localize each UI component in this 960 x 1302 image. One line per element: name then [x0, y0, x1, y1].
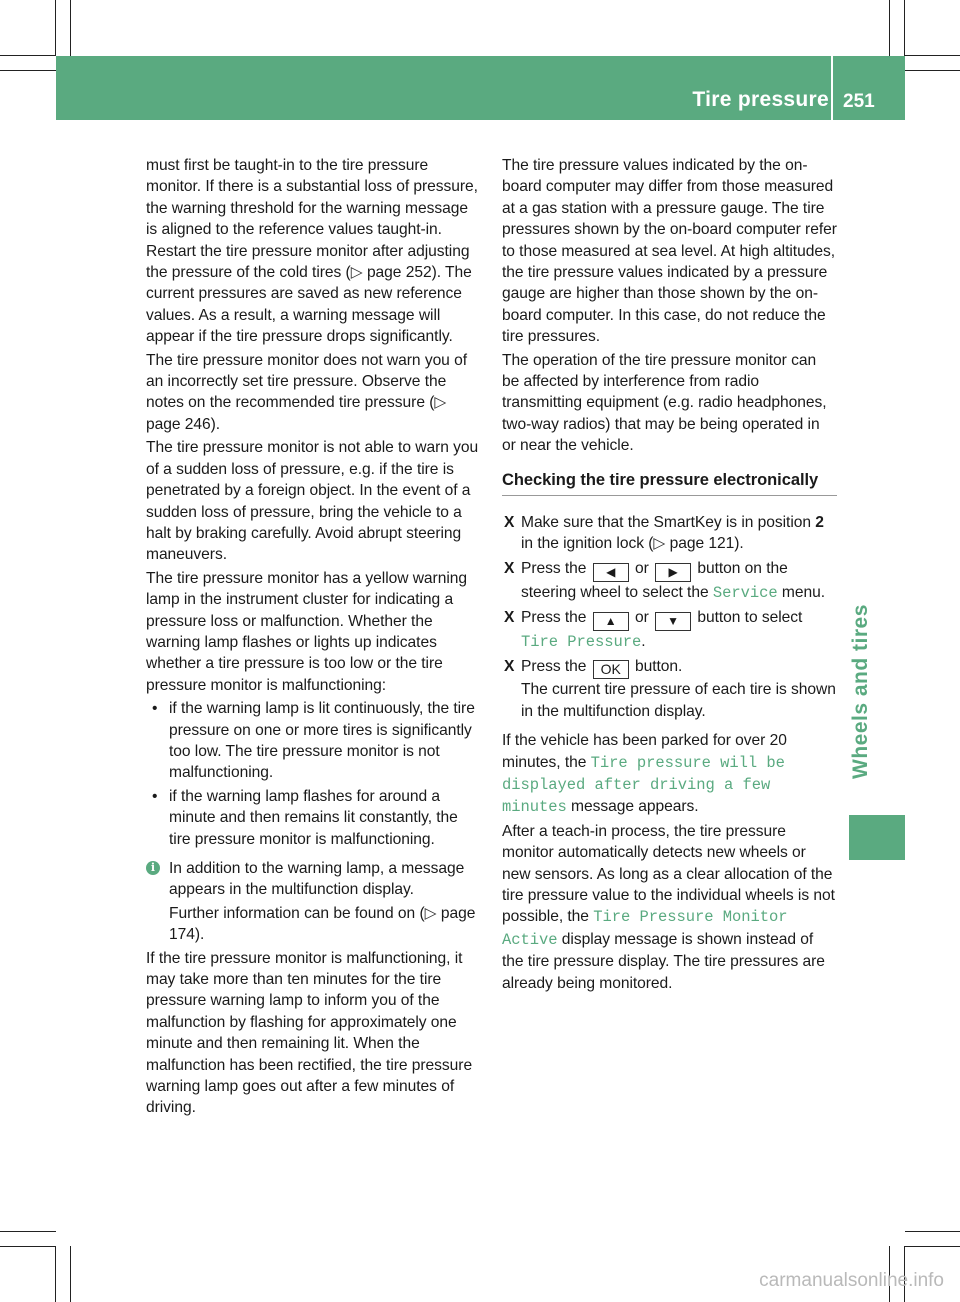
instruction-step: X Press the ◀ or ▶ button on the steering wheel to select the Service menu.	[504, 559, 825, 602]
page-reference[interactable]: page 174	[169, 904, 476, 944]
paragraph: The operation of the tire pressure monitor can be affected by interference from radio transmitting equipment (e.g. radio headphones, two-way radios) that may be being operated in or near the vehicle.	[502, 351, 827, 455]
crop-mark	[904, 0, 905, 56]
info-note: i In addition to the warning lamp, a message appears in the multifunction display. Further information can be found on (▷ page 174).	[146, 858, 481, 946]
header-divider	[831, 56, 833, 120]
crop-mark	[905, 55, 960, 56]
right-arrow-key-icon: ▶	[655, 563, 691, 582]
crop-mark	[0, 55, 56, 56]
bullet-icon: •	[152, 787, 158, 805]
list-item: • if the warning lamp is lit continuously, the tire pressure on one or more tires is significantly too low. The tire pressure monitor is not malfunctioning.	[152, 700, 475, 782]
crop-mark	[905, 1246, 960, 1247]
instruction-step: X Press the ▲ or ▼ button to select Tire Pressure.	[504, 608, 803, 651]
display-message: Tire Pressure Monitor Active	[502, 908, 788, 949]
instruction-step: X Make sure that the SmartKey is in position 2 in the ignition lock (▷ page 121).	[504, 513, 824, 553]
ok-key-icon: OK	[593, 660, 629, 679]
menu-name: Service	[712, 583, 778, 602]
list-item: • if the warning lamp flashes for around a minute and then remains lit constantly, the tire pressure monitor is malfunctioning.	[152, 787, 458, 848]
crop-mark	[70, 1246, 71, 1302]
paragraph: The tire pressure monitor has a yellow warning lamp in the instrument cluster for indicating a pressure loss or malfunction. Whether the warning lamp flashes or lights up indicates whether a tire pressure is too low or the tire pressure monitor is malfunctioning:	[146, 569, 467, 694]
crop-mark	[905, 1231, 960, 1232]
paragraph: The tire pressure values indicated by the on-board computer may differ from those measured at a gas station with a pressure gauge. The tire pressures shown by the on-board computer refer to those measured at sea level. At high altitudes, the tire pressure values indicated by a pressure gauge are higher than those shown by the on-board computer. In this case, do not reduce the tire pressures.	[502, 157, 837, 346]
side-tab-label: Wheels and tires	[849, 604, 872, 780]
page-number: 251	[843, 91, 875, 112]
left-column	[146, 155, 481, 1121]
watermark: carmanualsonline.info	[759, 1270, 944, 1291]
paragraph: If the vehicle has been parked for over 20 minutes, the Tire pressure will be displayed after driving a few minutes message appears.	[502, 732, 787, 817]
crop-mark	[70, 0, 71, 56]
step-icon: X	[504, 513, 515, 531]
section-heading: Checking the tire pressure electronically	[502, 469, 837, 496]
step-icon: X	[504, 658, 515, 676]
down-arrow-key-icon: ▼	[655, 612, 691, 631]
crop-mark	[55, 0, 56, 56]
crop-mark	[889, 0, 890, 56]
page-reference[interactable]: page 252	[366, 264, 432, 282]
page-reference[interactable]: page 246	[146, 415, 211, 433]
crop-mark	[0, 1231, 56, 1232]
bullet-list	[146, 698, 481, 850]
page-ref-icon: ▷	[424, 904, 437, 922]
paragraph: After a teach-in process, the tire pressure monitor automatically detects new wheels or new sensors. As long as a clear allocation of the tire pressure value to the individual wheels is not possible, the Tire Pressure Monitor Active display message is shown instead of the tire pressure display. The tire pressures are already being monitored.	[502, 822, 835, 992]
page-ref-icon: ▷	[434, 394, 447, 412]
crop-mark	[905, 70, 960, 71]
step-result: The current tire pressure of each tire is shown in the multifunction display.	[521, 681, 836, 720]
paragraph: The tire pressure monitor is not able to warn you of a sudden loss of pressure, e.g. if the tire is penetrated by a foreign object. In the event of a sudden loss of pressure, bring the vehicle to a halt by braking carefully. Avoid abrupt steering maneuvers.	[146, 439, 479, 564]
paragraph: If the tire pressure monitor is malfunctioning, it may take more than ten minutes for the tire pressure warning lamp to inform you of the malfunction by flashing for approximately one minute and then remaining lit. When the malfunction has been rectified, the tire pressure warning lamp goes out after a few minutes of driving.	[146, 949, 473, 1117]
step-icon: X	[504, 608, 515, 626]
instruction-step: X Press the OK button. The current tire pressure of each tire is shown in the multifunction display.	[504, 658, 836, 720]
paragraph: The tire pressure monitor does not warn you of an incorrectly set tire pressure. Observe the notes on the recommended tire pressure (▷ page 246).	[146, 351, 467, 433]
up-arrow-key-icon: ▲	[593, 612, 629, 631]
page-reference[interactable]: page 121	[669, 535, 735, 553]
page-title: Tire pressure	[692, 88, 829, 111]
right-column	[502, 155, 837, 996]
page-ref-icon: ▷	[350, 264, 363, 282]
page-ref-icon: ▷	[653, 535, 666, 553]
menu-name: Tire Pressure	[521, 632, 642, 651]
side-tab-block	[849, 815, 905, 860]
left-arrow-key-icon: ◀	[593, 563, 629, 582]
paragraph: must first be taught-in to the tire pressure monitor. If there is a substantial loss of pressure, the warning threshold for the warning message is aligned to the reference values taught-in. Restart the tire pressure monitor after adjusting the pressure of the cold tires (▷ page 252). The current pressures are saved as new reference values. As a result, a warning message will appear if the tire pressure drops significantly.	[146, 157, 478, 346]
crop-mark	[0, 1246, 56, 1247]
crop-mark	[55, 1246, 56, 1302]
step-icon: X	[504, 559, 515, 577]
display-message: Tire pressure will be displayed after driving a few minutes	[502, 753, 785, 817]
crop-mark	[0, 70, 56, 71]
info-icon: i	[146, 861, 160, 875]
bullet-icon: •	[152, 700, 158, 718]
